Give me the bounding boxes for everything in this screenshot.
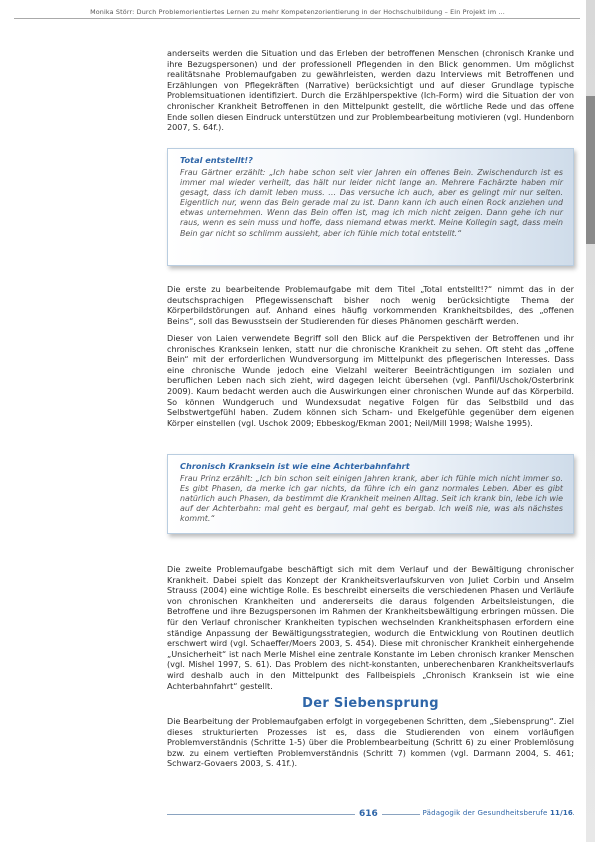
journal-name: Pädagogik der Gesundheitsberufe xyxy=(422,809,548,817)
case-box-title: Total entstellt!? xyxy=(180,155,253,165)
running-head: Monika Störr: Durch Problemorientiertes Lernen zu mehr Kompetenzorientierung in der Hochschulbildung – Ein Projekt im ... xyxy=(90,8,505,16)
paragraph-5-block xyxy=(167,716,574,769)
case-box-total-entstellt xyxy=(167,148,574,266)
paragraph-3-block xyxy=(167,333,574,428)
paragraph-4-block xyxy=(167,564,574,691)
paragraph-1: anderseits werden die Situation und das Erleben der betroffenen Menschen (chronisch Kranke und ihre Bezugspersonen) und der professionell Pflegenden in den Blick genommen. Um möglichst realitätsnahe Problemaufgaben zu gewährleisten, werden dazu Interviews mit Betroffenen und Erzählungen von Pflegekräften (Narrative) berücksichtigt und auf dieser Grundlage typische Problemsituationen identifiziert. Durch die Erzählperspektive (Ich-Form) wird die Situation der von chronischer Krankheit Betroffenen in den Mittelpunkt gestellt, die wörtliche Rede und das offene Ende sollen diesen Eindruck unterstützen und zur Problembearbeitung motivieren (vgl. Hundenborn 2007, S. 64f.). xyxy=(167,48,574,133)
paragraph-4: Die zweite Problemaufgabe beschäftigt sich mit dem Verlauf und der Bewältigung chronischer Krankheit. Dabei spielt das Konzept der Krankheitsverlaufskurven von Juliet Corbin und Anselm Strauss (2004) eine wichtige Rolle. Es beschreibt einerseits die verschiedenen Phasen und Verläufe von chronischen Krankheiten und andererseits die daraus folgenden Arbeitsleistungen, die Betroffene und ihre Bezugspersonen im Rahmen der Krankheitsbewältigung erbringen müssen. Die für den Verlauf chronischer Krankheiten typischen wechselnden Krankheitsphasen erfordern eine ständige Anpassung der Bewältigungsstrategien, wodurch die Entwicklung von Routinen deutlich erschwert wird (vgl. Schaeffer/Moers 2003, S. 454). Diese mit chronischer Krankheit einhergehende „Unsicherheit“ ist nach Merle Mishel eine zentrale Konstante im Leben chronisch kranker Menschen (vgl. Mishel 1997, S. 61). Das Problem des nicht-konstanten, unberechenbaren Krankheitsverlaufs wird deshalb auch in den Mittelpunkt des Fallbeispiels „Chronisch Kranksein ist wie eine Achterbahnfahrt“ gestellt. xyxy=(167,564,574,691)
case-box-title: Chronisch Kranksein ist wie eine Achterbahnfahrt xyxy=(180,461,410,471)
case-box-text: Frau Gärtner erzählt: „Ich habe schon seit vier Jahren ein offenes Bein. Zwischendurch ist es immer mal wieder verheilt, das hält nur leider nicht lange an. Mehrere Fachärzte haben mir gesagt, dass ich damit leben muss. … Das versuche ich auch, aber es gelingt mir nur selten. Eigentlich nur, wenn das Bein gerade mal zu ist. Dann kann ich auch einen Rock anziehen und etwas unternehmen. Wenn das Bein offen ist, mag ich mich nicht zeigen. Dann gehe ich nur raus, wenn es sein muss und hoffe, dass niemand etwas merkt. Meine Kollegin sagt, dass mein Bein gar nicht so schlimm aussieht, aber ich fühle mich total entstellt.“ xyxy=(180,168,563,238)
case-box-achterbahnfahrt xyxy=(167,454,574,534)
chapter-marker xyxy=(586,96,595,244)
paragraph-1-block xyxy=(167,48,574,133)
paragraph-3: Dieser von Laien verwendete Begriff soll den Blick auf die Perspektiven der Betroffenen und ihr chronisches Kranksein lenken, statt nur die chronische Krankheit zu sehen. Oft steht das „offene Bein“ mit der erforderlichen Wundversorgung im Mittelpunkt des pflegerischen Interesses. Dass eine chronische Wunde jedoch eine Vielzahl weiterer Beeinträchtigungen im sozialen und beruflichen Leben nach sich zieht, wird dagegen leicht übersehen (vgl. Panfil/Uschok/Osterbrink 2009). Kaum bedacht werden auch die Auswirkungen einer chronischen Wunde auf das Körperbild. So können Wundgeruch und Wundexsudat negative Folgen für das Selbstbild und das Selbstwertgefühl haben. Zudem können sich Scham- und Ekelgefühle gegenüber dem eigenen Körper einstellen (vgl. Uschok 2009; Ebbeskog/Ekman 2001; Neil/Mill 1998; Walshe 1995). xyxy=(167,333,574,428)
paragraph-2-block xyxy=(167,284,574,326)
header-rule xyxy=(14,18,580,19)
journal-footer xyxy=(420,809,573,817)
page-number: 616 xyxy=(355,809,382,819)
journal-issue: 11/16 xyxy=(549,809,573,817)
paragraph-5: Die Bearbeitung der Problemaufgaben erfolgt in vorgegebenen Schritten, dem „Siebensprung“. Ziel dieses strukturierten Prozesses ist es, dass die Studierenden von einem vorläufigen Problemverständnis (Schritte 1-5) über die Problembearbeitung (Schritt 6) zu einer Problemlösung bzw. zu einem vertieften Problemverständnis (Schritt 7) kommen (vgl. Darmann 2004, S. 461; Schwarz-Govaers 2003, S. 41f.). xyxy=(167,716,574,769)
section-heading: Der Siebensprung xyxy=(302,696,439,711)
paragraph-2: Die erste zu bearbeitende Problemaufgabe mit dem Titel „Total entstellt!?“ nimmt das in der deutschsprachigen Pflegewissenschaft bisher noch wenig berücksichtigte Thema der Körperbildstörungen auf. Anhand eines häufig vorkommenden Krankheitsbildes, des „offenen Beins“, soll das Bewusstsein der Studierenden für dieses Phänomen geschärft werden. xyxy=(167,284,574,326)
case-box-text: Frau Prinz erzählt: „Ich bin schon seit einigen Jahren krank, aber ich fühle mich nicht immer so. Es gibt Phasen, da merke ich gar nichts, da führe ich ein ganz normales Leben. Aber es gibt natürlich auch Phasen, da bestimmt die Krankheit meinen Alltag. Seit ich krank bin, lebe ich wie auf der Achterbahn: mal geht es bergauf, mal geht es bergab. Ich weiß nie, was als nächstes kommt.“ xyxy=(180,474,563,524)
